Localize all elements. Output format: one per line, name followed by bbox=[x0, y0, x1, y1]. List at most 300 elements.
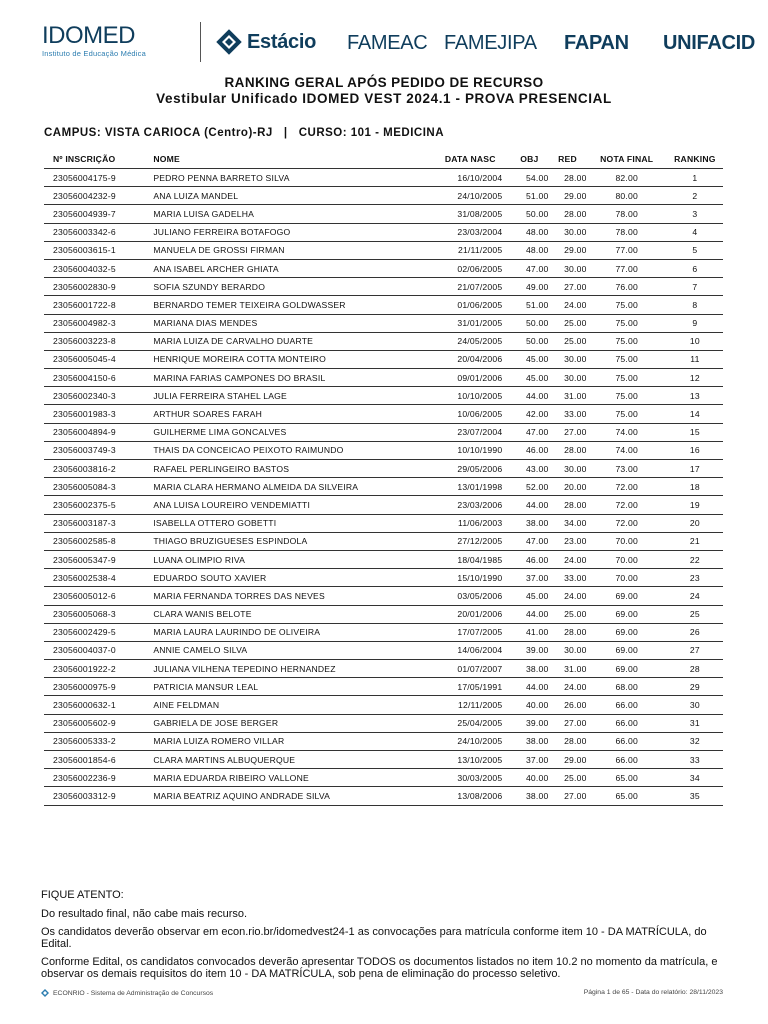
cell-inscricao: 23056000975-9 bbox=[44, 678, 153, 696]
cell-inscricao: 23056001922-2 bbox=[44, 660, 153, 678]
cell-inscricao: 23056004939-7 bbox=[44, 205, 153, 223]
cell-obj: 47.00 bbox=[510, 532, 548, 550]
cell-red: 28.00 bbox=[548, 169, 586, 187]
cell-obj: 44.00 bbox=[510, 605, 548, 623]
cell-obj: 40.00 bbox=[510, 769, 548, 787]
idomed-logo bbox=[42, 24, 146, 58]
cell-inscricao: 23056003223-8 bbox=[44, 332, 153, 350]
cell-nota-final: 75.00 bbox=[587, 369, 667, 387]
table-row bbox=[44, 696, 723, 714]
cell-ranking: 22 bbox=[667, 550, 723, 568]
cell-nome: CLARA MARTINS ALBUQUERQUE bbox=[153, 751, 430, 769]
idomed-logo-subtitle: Instituto de Educação Médica bbox=[42, 49, 146, 58]
table-row bbox=[44, 550, 723, 568]
cell-nome: MARINA FARIAS CAMPONES DO BRASIL bbox=[153, 369, 430, 387]
cell-ranking: 1 bbox=[667, 169, 723, 187]
cell-red: 30.00 bbox=[548, 369, 586, 387]
cell-ranking: 14 bbox=[667, 405, 723, 423]
cell-red: 27.00 bbox=[548, 423, 586, 441]
cell-nome: CLARA WANIS BELOTE bbox=[153, 605, 430, 623]
cell-nome: ANNIE CAMELO SILVA bbox=[153, 641, 430, 659]
table-row bbox=[44, 241, 723, 259]
notes-paragraph-3: Conforme Edital, os candidatos convocados deverão apresentar TODOS os documentos listados no item 10.2 no momento da matrícula, e observar os demais requisitos do item 10 - DA MATRÍCULA, sob pena de eliminação do processo seletivo. bbox=[41, 956, 718, 980]
cell-obj: 40.00 bbox=[510, 696, 548, 714]
cell-obj: 52.00 bbox=[510, 478, 548, 496]
cell-data-nasc: 30/03/2005 bbox=[430, 769, 510, 787]
cell-data-nasc: 20/01/2006 bbox=[430, 605, 510, 623]
cell-data-nasc: 24/05/2005 bbox=[430, 332, 510, 350]
page-footer bbox=[41, 989, 731, 997]
cell-inscricao: 23056005084-3 bbox=[44, 478, 153, 496]
cell-data-nasc: 17/07/2005 bbox=[430, 623, 510, 641]
cell-nome: JULIA FERREIRA STAHEL LAGE bbox=[153, 387, 430, 405]
table-row bbox=[44, 623, 723, 641]
cell-ranking: 18 bbox=[667, 478, 723, 496]
cell-red: 24.00 bbox=[548, 587, 586, 605]
cell-obj: 47.00 bbox=[510, 259, 548, 277]
cell-inscricao: 23056005045-4 bbox=[44, 350, 153, 368]
cell-inscricao: 23056004982-3 bbox=[44, 314, 153, 332]
cell-ranking: 28 bbox=[667, 660, 723, 678]
cell-ranking: 2 bbox=[667, 187, 723, 205]
cell-red: 20.00 bbox=[548, 478, 586, 496]
cell-nome: PEDRO PENNA BARRETO SILVA bbox=[153, 169, 430, 187]
cell-red: 33.00 bbox=[548, 569, 586, 587]
cell-red: 29.00 bbox=[548, 187, 586, 205]
cell-nota-final: 75.00 bbox=[587, 387, 667, 405]
cell-inscricao: 23056002538-4 bbox=[44, 569, 153, 587]
cell-nota-final: 66.00 bbox=[587, 696, 667, 714]
cell-ranking: 20 bbox=[667, 514, 723, 532]
notes-heading: FIQUE ATENTO: bbox=[41, 889, 124, 901]
cell-obj: 44.00 bbox=[510, 387, 548, 405]
cell-data-nasc: 25/04/2005 bbox=[430, 714, 510, 732]
famejipa-logo: FAMEJIPA bbox=[444, 32, 537, 54]
cell-nota-final: 70.00 bbox=[587, 532, 667, 550]
cell-red: 27.00 bbox=[548, 787, 586, 805]
table-row bbox=[44, 496, 723, 514]
table-row bbox=[44, 187, 723, 205]
table-row bbox=[44, 514, 723, 532]
cell-inscricao: 23056005602-9 bbox=[44, 714, 153, 732]
table-row bbox=[44, 332, 723, 350]
table-row bbox=[44, 296, 723, 314]
cell-obj: 37.00 bbox=[510, 569, 548, 587]
cell-nota-final: 75.00 bbox=[587, 332, 667, 350]
table-row bbox=[44, 314, 723, 332]
cell-red: 31.00 bbox=[548, 387, 586, 405]
table-row bbox=[44, 660, 723, 678]
estacio-logo-text: Estácio bbox=[247, 30, 317, 53]
cell-nota-final: 72.00 bbox=[587, 496, 667, 514]
cell-ranking: 12 bbox=[667, 369, 723, 387]
cell-inscricao: 23056005347-9 bbox=[44, 550, 153, 568]
cell-obj: 47.00 bbox=[510, 423, 548, 441]
table-row bbox=[44, 605, 723, 623]
cell-nota-final: 77.00 bbox=[587, 259, 667, 277]
cell-nome: ARTHUR SOARES FARAH bbox=[153, 405, 430, 423]
cell-red: 24.00 bbox=[548, 550, 586, 568]
cell-ranking: 13 bbox=[667, 387, 723, 405]
cell-nota-final: 75.00 bbox=[587, 405, 667, 423]
cell-nome: BERNARDO TEMER TEIXEIRA GOLDWASSER bbox=[153, 296, 430, 314]
notes-section bbox=[41, 890, 731, 987]
cell-data-nasc: 03/05/2006 bbox=[430, 587, 510, 605]
cell-data-nasc: 10/06/2005 bbox=[430, 405, 510, 423]
cell-obj: 37.00 bbox=[510, 751, 548, 769]
table-row bbox=[44, 223, 723, 241]
cell-nome: MANUELA DE GROSSI FIRMAN bbox=[153, 241, 430, 259]
cell-nome: ISABELLA OTTERO GOBETTI bbox=[153, 514, 430, 532]
table-row bbox=[44, 532, 723, 550]
cell-nota-final: 69.00 bbox=[587, 605, 667, 623]
cell-nome: MARIA LUISA GADELHA bbox=[153, 205, 430, 223]
cell-nota-final: 69.00 bbox=[587, 660, 667, 678]
table-row bbox=[44, 169, 723, 187]
cell-red: 24.00 bbox=[548, 678, 586, 696]
cell-data-nasc: 21/07/2005 bbox=[430, 278, 510, 296]
cell-nome: MARIA LUIZA ROMERO VILLAR bbox=[153, 732, 430, 750]
cell-nome: MARIA FERNANDA TORRES DAS NEVES bbox=[153, 587, 430, 605]
col-nota-final-header: NOTA FINAL bbox=[600, 154, 654, 164]
cell-data-nasc: 11/06/2003 bbox=[430, 514, 510, 532]
cell-data-nasc: 16/10/2004 bbox=[430, 169, 510, 187]
cell-ranking: 17 bbox=[667, 460, 723, 478]
cell-data-nasc: 02/06/2005 bbox=[430, 259, 510, 277]
cell-data-nasc: 13/08/2006 bbox=[430, 787, 510, 805]
cell-inscricao: 23056002236-9 bbox=[44, 769, 153, 787]
cell-inscricao: 23056002429-5 bbox=[44, 623, 153, 641]
cell-ranking: 7 bbox=[667, 278, 723, 296]
cell-ranking: 35 bbox=[667, 787, 723, 805]
cell-nota-final: 65.00 bbox=[587, 769, 667, 787]
cell-data-nasc: 24/10/2005 bbox=[430, 187, 510, 205]
cell-data-nasc: 29/05/2006 bbox=[430, 460, 510, 478]
cell-nota-final: 66.00 bbox=[587, 751, 667, 769]
cell-red: 25.00 bbox=[548, 769, 586, 787]
cell-red: 28.00 bbox=[548, 205, 586, 223]
cell-nota-final: 78.00 bbox=[587, 205, 667, 223]
cell-nota-final: 69.00 bbox=[587, 623, 667, 641]
cell-nome: MARIA CLARA HERMANO ALMEIDA DA SILVEIRA bbox=[153, 478, 430, 496]
cell-nota-final: 72.00 bbox=[587, 478, 667, 496]
cell-nota-final: 76.00 bbox=[587, 278, 667, 296]
cell-obj: 42.00 bbox=[510, 405, 548, 423]
cell-nome: RAFAEL PERLINGEIRO BASTOS bbox=[153, 460, 430, 478]
cell-ranking: 5 bbox=[667, 241, 723, 259]
cell-red: 25.00 bbox=[548, 332, 586, 350]
cell-data-nasc: 15/10/1990 bbox=[430, 569, 510, 587]
footer-system-name: ECONRIO - Sistema de Administração de Concursos bbox=[53, 989, 214, 997]
cell-nota-final: 74.00 bbox=[587, 423, 667, 441]
cell-nota-final: 70.00 bbox=[587, 569, 667, 587]
cell-inscricao: 23056005012-6 bbox=[44, 587, 153, 605]
table-row bbox=[44, 678, 723, 696]
cell-obj: 44.00 bbox=[510, 496, 548, 514]
cell-ranking: 15 bbox=[667, 423, 723, 441]
cell-ranking: 10 bbox=[667, 332, 723, 350]
econrio-logo-icon bbox=[41, 989, 49, 997]
cell-data-nasc: 01/07/2007 bbox=[430, 660, 510, 678]
cell-inscricao: 23056005333-2 bbox=[44, 732, 153, 750]
unifacid-logo: UNIFACID bbox=[663, 32, 756, 54]
cell-red: 29.00 bbox=[548, 751, 586, 769]
cell-red: 28.00 bbox=[548, 732, 586, 750]
table-row bbox=[44, 787, 723, 805]
cell-inscricao: 23056003816-2 bbox=[44, 460, 153, 478]
cell-nota-final: 65.00 bbox=[587, 787, 667, 805]
cell-nome: HENRIQUE MOREIRA COTTA MONTEIRO bbox=[153, 350, 430, 368]
cell-red: 30.00 bbox=[548, 350, 586, 368]
page-subtitle: Vestibular Unificado IDOMED VEST 2024.1 - PROVA PRESENCIAL bbox=[156, 91, 612, 106]
cell-nome: MARIA EDUARDA RIBEIRO VALLONE bbox=[153, 769, 430, 787]
cell-ranking: 3 bbox=[667, 205, 723, 223]
cell-data-nasc: 27/12/2005 bbox=[430, 532, 510, 550]
cell-obj: 50.00 bbox=[510, 205, 548, 223]
cell-inscricao: 23056004032-5 bbox=[44, 259, 153, 277]
cell-obj: 39.00 bbox=[510, 641, 548, 659]
cell-red: 26.00 bbox=[548, 696, 586, 714]
cell-data-nasc: 10/10/2005 bbox=[430, 387, 510, 405]
cell-data-nasc: 13/10/2005 bbox=[430, 751, 510, 769]
cell-nota-final: 69.00 bbox=[587, 587, 667, 605]
cell-obj: 38.00 bbox=[510, 514, 548, 532]
table-header-row bbox=[44, 150, 723, 169]
table-row bbox=[44, 387, 723, 405]
cell-ranking: 30 bbox=[667, 696, 723, 714]
cell-red: 28.00 bbox=[548, 623, 586, 641]
col-data-nasc-header: DATA NASC bbox=[444, 154, 496, 164]
table-row bbox=[44, 205, 723, 223]
cell-data-nasc: 13/01/1998 bbox=[430, 478, 510, 496]
cell-red: 27.00 bbox=[548, 714, 586, 732]
cell-nota-final: 78.00 bbox=[587, 223, 667, 241]
cell-nota-final: 66.00 bbox=[587, 732, 667, 750]
cell-inscricao: 23056002375-5 bbox=[44, 496, 153, 514]
cell-nome: LUANA OLIMPIO RIVA bbox=[153, 550, 430, 568]
cell-ranking: 24 bbox=[667, 587, 723, 605]
cell-ranking: 9 bbox=[667, 314, 723, 332]
cell-obj: 45.00 bbox=[510, 369, 548, 387]
cell-inscricao: 23056005068-3 bbox=[44, 605, 153, 623]
cell-nota-final: 74.00 bbox=[587, 441, 667, 459]
cell-ranking: 25 bbox=[667, 605, 723, 623]
col-ranking-header: RANKING bbox=[674, 154, 716, 164]
cell-nome: GABRIELA DE JOSE BERGER bbox=[153, 714, 430, 732]
cell-red: 30.00 bbox=[548, 641, 586, 659]
cell-nota-final: 82.00 bbox=[587, 169, 667, 187]
cell-nome: EDUARDO SOUTO XAVIER bbox=[153, 569, 430, 587]
cell-red: 28.00 bbox=[548, 496, 586, 514]
cell-nota-final: 66.00 bbox=[587, 714, 667, 732]
cell-inscricao: 23056000632-1 bbox=[44, 696, 153, 714]
cell-ranking: 32 bbox=[667, 732, 723, 750]
cell-data-nasc: 24/10/2005 bbox=[430, 732, 510, 750]
table-row bbox=[44, 460, 723, 478]
cell-inscricao: 23056003615-1 bbox=[44, 241, 153, 259]
cell-ranking: 19 bbox=[667, 496, 723, 514]
cell-data-nasc: 21/11/2005 bbox=[430, 241, 510, 259]
cell-obj: 43.00 bbox=[510, 460, 548, 478]
idomed-logo-text: IDOMED bbox=[42, 22, 135, 49]
cell-nota-final: 77.00 bbox=[587, 241, 667, 259]
cell-nota-final: 72.00 bbox=[587, 514, 667, 532]
cell-inscricao: 23056004150-6 bbox=[44, 369, 153, 387]
cell-inscricao: 23056001722-8 bbox=[44, 296, 153, 314]
cell-nota-final: 75.00 bbox=[587, 350, 667, 368]
cell-obj: 46.00 bbox=[510, 550, 548, 568]
col-inscricao-header: Nº INSCRIÇÃO bbox=[53, 154, 116, 164]
cell-nota-final: 80.00 bbox=[587, 187, 667, 205]
page-title: RANKING GERAL APÓS PEDIDO DE RECURSO bbox=[224, 75, 544, 90]
cell-ranking: 8 bbox=[667, 296, 723, 314]
cell-ranking: 6 bbox=[667, 259, 723, 277]
cell-nome: MARIA BEATRIZ AQUINO ANDRADE SILVA bbox=[153, 787, 430, 805]
col-obj-header: OBJ bbox=[520, 154, 539, 164]
cell-nome: JULIANO FERREIRA BOTAFOGO bbox=[153, 223, 430, 241]
table-row bbox=[44, 587, 723, 605]
table-row bbox=[44, 259, 723, 277]
cell-obj: 38.00 bbox=[510, 660, 548, 678]
cell-ranking: 16 bbox=[667, 441, 723, 459]
table-row bbox=[44, 641, 723, 659]
cell-inscricao: 23056004175-9 bbox=[44, 169, 153, 187]
cell-obj: 49.00 bbox=[510, 278, 548, 296]
cell-nome: THIAGO BRUZIGUESES ESPINDOLA bbox=[153, 532, 430, 550]
estacio-logo bbox=[216, 29, 316, 55]
cell-ranking: 26 bbox=[667, 623, 723, 641]
cell-data-nasc: 31/08/2005 bbox=[430, 205, 510, 223]
table-body bbox=[44, 169, 723, 806]
cell-inscricao: 23056004037-0 bbox=[44, 641, 153, 659]
table-row bbox=[44, 405, 723, 423]
cell-nota-final: 75.00 bbox=[587, 296, 667, 314]
cell-ranking: 23 bbox=[667, 569, 723, 587]
cell-obj: 38.00 bbox=[510, 787, 548, 805]
cell-red: 23.00 bbox=[548, 532, 586, 550]
cell-obj: 41.00 bbox=[510, 623, 548, 641]
cell-nota-final: 73.00 bbox=[587, 460, 667, 478]
cell-data-nasc: 18/04/1985 bbox=[430, 550, 510, 568]
cell-ranking: 11 bbox=[667, 350, 723, 368]
cell-inscricao: 23056003312-9 bbox=[44, 787, 153, 805]
cell-red: 34.00 bbox=[548, 514, 586, 532]
cell-inscricao: 23056001983-3 bbox=[44, 405, 153, 423]
cell-obj: 50.00 bbox=[510, 314, 548, 332]
cell-obj: 46.00 bbox=[510, 441, 548, 459]
cell-obj: 45.00 bbox=[510, 350, 548, 368]
cell-red: 29.00 bbox=[548, 241, 586, 259]
table-row bbox=[44, 423, 723, 441]
cell-nome: MARIA LAURA LAURINDO DE OLIVEIRA bbox=[153, 623, 430, 641]
table-row bbox=[44, 751, 723, 769]
cell-red: 28.00 bbox=[548, 441, 586, 459]
cell-data-nasc: 20/04/2006 bbox=[430, 350, 510, 368]
estacio-diamond-icon bbox=[216, 29, 242, 55]
cell-inscricao: 23056003187-3 bbox=[44, 514, 153, 532]
cell-nota-final: 70.00 bbox=[587, 550, 667, 568]
cell-inscricao: 23056003342-6 bbox=[44, 223, 153, 241]
cell-obj: 50.00 bbox=[510, 332, 548, 350]
cell-obj: 45.00 bbox=[510, 587, 548, 605]
cell-data-nasc: 09/01/2006 bbox=[430, 369, 510, 387]
cell-nome: MARIA LUIZA DE CARVALHO DUARTE bbox=[153, 332, 430, 350]
cell-nome: AINE FELDMAN bbox=[153, 696, 430, 714]
cell-data-nasc: 23/03/2006 bbox=[430, 496, 510, 514]
cell-inscricao: 23056004232-9 bbox=[44, 187, 153, 205]
cell-red: 25.00 bbox=[548, 314, 586, 332]
fameac-logo: FAMEAC bbox=[347, 32, 428, 54]
col-red-header: RED bbox=[558, 154, 577, 164]
table-row bbox=[44, 769, 723, 787]
cell-data-nasc: 17/05/1991 bbox=[430, 678, 510, 696]
table-row bbox=[44, 350, 723, 368]
cell-nome: MARIANA DIAS MENDES bbox=[153, 314, 430, 332]
cell-ranking: 29 bbox=[667, 678, 723, 696]
fapan-logo: FAPAN bbox=[564, 32, 629, 54]
cell-red: 25.00 bbox=[548, 605, 586, 623]
cell-red: 31.00 bbox=[548, 660, 586, 678]
cell-ranking: 4 bbox=[667, 223, 723, 241]
cell-inscricao: 23056003749-3 bbox=[44, 441, 153, 459]
notes-paragraph-2: Os candidatos deverão observar em econ.rio.br/idomedvest24-1 as convocações para matrícula conforme item 10 - DA MATRÍCULA, do Edital. bbox=[41, 926, 707, 950]
header-logos bbox=[40, 20, 756, 66]
cell-obj: 51.00 bbox=[510, 187, 548, 205]
cell-red: 27.00 bbox=[548, 278, 586, 296]
col-nome-header: NOME bbox=[153, 154, 180, 164]
cell-nota-final: 68.00 bbox=[587, 678, 667, 696]
cell-obj: 48.00 bbox=[510, 223, 548, 241]
cell-ranking: 34 bbox=[667, 769, 723, 787]
table-row bbox=[44, 441, 723, 459]
cell-obj: 48.00 bbox=[510, 241, 548, 259]
logo-divider bbox=[200, 22, 201, 62]
cell-data-nasc: 01/06/2005 bbox=[430, 296, 510, 314]
cell-nome: PATRICIA MANSUR LEAL bbox=[153, 678, 430, 696]
cell-obj: 39.00 bbox=[510, 714, 548, 732]
cell-nome: SOFIA SZUNDY BERARDO bbox=[153, 278, 430, 296]
table-row bbox=[44, 732, 723, 750]
cell-inscricao: 23056002340-3 bbox=[44, 387, 153, 405]
notes-paragraph-1: Do resultado final, não cabe mais recurso. bbox=[41, 907, 248, 920]
cell-red: 30.00 bbox=[548, 223, 586, 241]
cell-ranking: 33 bbox=[667, 751, 723, 769]
cell-nome: ANA ISABEL ARCHER GHIATA bbox=[153, 259, 430, 277]
cell-nome: JULIANA VILHENA TEPEDINO HERNANDEZ bbox=[153, 660, 430, 678]
footer-page-info: Página 1 de 65 - Data do relatório: 28/11/2023 bbox=[583, 989, 723, 996]
cell-data-nasc: 23/03/2004 bbox=[430, 223, 510, 241]
cell-inscricao: 23056001854-6 bbox=[44, 751, 153, 769]
table-row bbox=[44, 278, 723, 296]
cell-inscricao: 23056004894-9 bbox=[44, 423, 153, 441]
cell-nota-final: 75.00 bbox=[587, 314, 667, 332]
cell-nome: THAIS DA CONCEICAO PEIXOTO RAIMUNDO bbox=[153, 441, 430, 459]
cell-inscricao: 23056002830-9 bbox=[44, 278, 153, 296]
cell-red: 24.00 bbox=[548, 296, 586, 314]
cell-red: 30.00 bbox=[548, 460, 586, 478]
cell-nome: ANA LUISA LOUREIRO VENDEMIATTI bbox=[153, 496, 430, 514]
table-row bbox=[44, 478, 723, 496]
cell-ranking: 31 bbox=[667, 714, 723, 732]
cell-red: 33.00 bbox=[548, 405, 586, 423]
cell-nota-final: 69.00 bbox=[587, 641, 667, 659]
cell-data-nasc: 23/07/2004 bbox=[430, 423, 510, 441]
cell-data-nasc: 14/06/2004 bbox=[430, 641, 510, 659]
cell-nome: GUILHERME LIMA GONCALVES bbox=[153, 423, 430, 441]
ranking-table bbox=[44, 150, 723, 806]
cell-obj: 38.00 bbox=[510, 732, 548, 750]
cell-ranking: 21 bbox=[667, 532, 723, 550]
